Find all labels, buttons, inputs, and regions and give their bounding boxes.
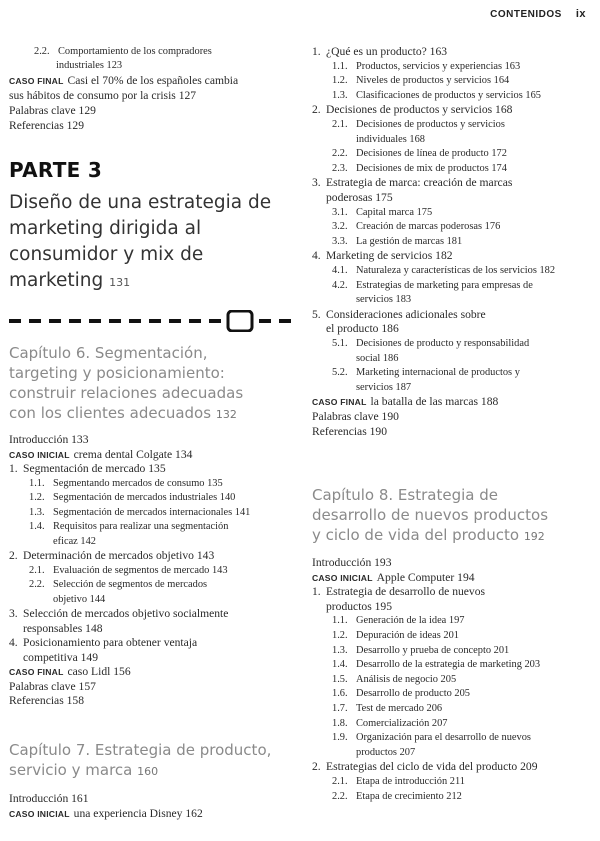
entry-text: Depuración de ideas 201 (356, 630, 460, 641)
entry-text: La gestión de marcas 181 (356, 235, 463, 247)
toc-entry (332, 60, 520, 73)
toc-entry (332, 279, 533, 292)
entry-text: Introducción 193 (312, 556, 392, 569)
entry-text: productos 207 (356, 746, 416, 758)
chapter-title-line: construir relaciones adecuadas (9, 384, 244, 402)
entry-text: poderosas 175 (326, 191, 393, 204)
case-label: CASO FINAL (9, 667, 64, 677)
entry-text: Segmentando mercados de consumo 135 (53, 477, 223, 489)
entry-text: Capital marca 175 (356, 206, 433, 218)
toc-entry (332, 220, 500, 233)
toc-entry (332, 366, 520, 379)
entry-text: Test de mercado 206 (356, 703, 443, 714)
entry-text: Decisiones de mix de productos 174 (356, 162, 507, 174)
entry-number: 3.1. (332, 206, 348, 218)
part-page: 131 (109, 276, 131, 289)
chapter-title-line: targeting y posicionamiento: (9, 364, 225, 382)
case-entry (9, 448, 192, 462)
toc-entry: Palabras clave 129 (9, 104, 96, 117)
toc-entry (29, 578, 207, 591)
entry-number: 1.4. (29, 521, 45, 532)
entry-text: Organización para el desarrollo de nuevos (356, 732, 531, 744)
toc-entry (332, 790, 462, 803)
entry-text: Estrategias de marketing para empresas de (356, 279, 533, 291)
entry-text: Creación de marcas poderosas 176 (356, 221, 501, 233)
entry-text: Decisiones de productos y servicios 168 (326, 103, 513, 117)
toc-entry (29, 491, 235, 504)
entry-text: Estrategia de marca: creación de marcas (326, 176, 513, 190)
entry-text: Selección de segmentos de mercados (53, 579, 208, 590)
part-title-line: consumidor y mix de (9, 244, 204, 265)
toc-entry (356, 746, 415, 759)
entry-text: Análisis de negocio 205 (356, 673, 457, 685)
entry-text: Estrategia de desarrollo de nuevos (326, 585, 486, 599)
toc-entry (312, 45, 447, 58)
entry-number: 2.3. (332, 162, 348, 174)
entry-number: 2.1. (29, 564, 45, 576)
toc-entry (9, 462, 166, 475)
toc-entry (332, 673, 456, 686)
entry-text: Etapa de introducción 211 (356, 776, 465, 787)
entry-text: Determinación de mercados objetivo 143 (23, 549, 215, 562)
chapter-title-line: desarrollo de nuevos productos (312, 506, 549, 524)
case-entry (9, 807, 203, 821)
part-title (9, 190, 271, 296)
chapter-title-line: servicio y marca 160 (9, 761, 159, 779)
chapter-page: 192 (523, 530, 545, 543)
entry-text: Requisitos para realizar una segmentación (53, 521, 229, 532)
entry-number: 1.3. (332, 89, 348, 101)
toc-entry (332, 614, 464, 627)
entry-text: Segmentación de mercado 135 (23, 462, 166, 475)
chapter-title-line: Capítulo 6. Segmentación, (9, 344, 208, 362)
entry-number: 5.1. (332, 338, 348, 349)
toc-entry (332, 264, 555, 277)
entry-number: 3. (312, 176, 321, 190)
entry-number: 3.2. (332, 221, 348, 233)
entry-text: el producto 186 (326, 322, 399, 336)
entry-text: Estrategias del ciclo de vida del producto 209 (326, 760, 538, 774)
case-label: CASO INICIAL (9, 809, 70, 819)
part-title-line: marketing dirigida al (9, 218, 202, 239)
entry-number: 1.2. (332, 75, 348, 87)
toc-entry (9, 636, 197, 649)
toc-entry (23, 651, 98, 664)
toc-entry (356, 381, 411, 394)
entry-number: 1.1. (332, 615, 348, 627)
toc-entry (332, 717, 447, 730)
case-entry: CASO FINAL Casi el 70% de los españoles cambia (9, 74, 239, 87)
entry-text: objetivo 144 (53, 593, 106, 605)
entry-text: Decisiones de línea de producto 172 (356, 148, 507, 160)
toc-entry (9, 549, 214, 562)
chapter-page: 132 (215, 408, 237, 421)
toc-entry (332, 235, 462, 248)
toc-entry (332, 118, 505, 131)
part-divider (9, 310, 294, 332)
case-label: CASO INICIAL (9, 449, 70, 460)
entry-text: responsables 148 (23, 621, 103, 635)
entry-text: Referencias 158 (9, 694, 85, 707)
entry-number: 1.2. (29, 492, 45, 503)
toc-entry (312, 249, 453, 262)
entry-number: 5.2. (332, 367, 348, 379)
toc-entry (332, 147, 507, 160)
entry-text: Desarrollo y prueba de concepto 201 (356, 644, 510, 656)
toc-entry (326, 191, 393, 204)
entry-number: 1.9. (332, 732, 348, 744)
entry-text: Introducción 161 (9, 792, 89, 805)
entry-text: Desarrollo de la estrategia de marketing 203 (356, 659, 541, 671)
entry-number: 1.7. (332, 703, 348, 714)
entry-text: Apple Computer 194 (376, 570, 475, 584)
toc-entry: industriales 123 (56, 60, 123, 71)
toc-entry (9, 433, 89, 446)
toc-entry (312, 176, 512, 189)
entry-text: Decisiones de productos y servicios (356, 119, 505, 130)
toc-entry (332, 687, 470, 700)
entry-text: Productos, servicios y experiencias 163 (356, 60, 521, 72)
entry-text: productos 195 (326, 599, 393, 613)
toc-entry (9, 607, 228, 620)
toc-entry (332, 644, 509, 657)
entry-number: 1.1. (332, 60, 348, 72)
toc-entry (53, 593, 105, 606)
entry-text: Segmentación de mercados industriales 140 (53, 492, 236, 503)
toc-entry (312, 425, 387, 438)
page-number: ix (575, 8, 586, 20)
entry-number: 1.2. (332, 630, 348, 641)
entry-text: ¿Qué es un producto? 163 (326, 45, 448, 58)
toc-entry (332, 702, 442, 715)
toc-entry (312, 556, 392, 569)
chapter-title-line: y ciclo de vida del producto 192 (312, 526, 545, 544)
entry-text: Decisiones de producto y responsabilidad (356, 338, 530, 349)
entry-number: 2.2. (332, 790, 348, 802)
toc-entry (332, 775, 465, 788)
entry-text: Generación de la idea 197 (356, 615, 465, 627)
entry-text: crema dental Colgate 134 (73, 447, 193, 461)
entry-text: Referencias 190 (312, 424, 388, 438)
entry-number: 2. (9, 549, 18, 562)
entry-number: 5. (312, 307, 321, 321)
entry-number: 2. (312, 760, 321, 774)
entry-number: 2. (312, 103, 321, 117)
toc-entry: sus hábitos de consumo por la crisis 127 (9, 89, 197, 102)
case-entry (312, 571, 475, 585)
header-label: CONTENIDOS (490, 9, 562, 20)
entry-text: Introducción 133 (9, 433, 89, 446)
divider-square-icon (228, 311, 252, 331)
part-title-line: marketing 131 (9, 270, 131, 291)
toc-entry (312, 585, 485, 598)
entry-text: Desarrollo de producto 205 (356, 688, 470, 700)
entry-number: 1. (9, 462, 18, 475)
entry-text: eficaz 142 (53, 535, 96, 547)
toc-entry (326, 600, 392, 613)
toc-entry (356, 293, 411, 306)
toc-entry (312, 103, 512, 116)
entry-number: 1.5. (332, 673, 348, 685)
toc-entry (312, 308, 486, 321)
toc-entry (332, 629, 459, 642)
entry-text: Palabras clave 157 (9, 679, 96, 693)
toc-entry (29, 564, 228, 577)
entry-number: 2.1. (332, 776, 348, 787)
running-header (490, 8, 586, 20)
toc-entry (23, 622, 103, 635)
entry-text: la batalla de las marcas 188 (370, 395, 499, 409)
toc-entry (29, 520, 228, 533)
case-label: CASO INICIAL (312, 572, 373, 583)
case-entry (312, 395, 498, 409)
toc-entry (332, 74, 509, 87)
entry-number: 2.2. (29, 579, 45, 590)
entry-text: individuales 168 (356, 133, 425, 145)
toc-entry (332, 658, 540, 671)
toc-entry (332, 206, 432, 219)
toc-entry (9, 680, 96, 693)
toc-entry (29, 506, 250, 519)
entry-text: servicios 187 (356, 381, 412, 393)
case-entry (9, 665, 131, 679)
entry-number: 4. (9, 636, 18, 649)
entry-text: Etapa de crecimiento 212 (356, 790, 462, 802)
chapter-title-line: Capítulo 7. Estrategia de producto, (9, 741, 272, 759)
entry-number: 4.2. (332, 279, 348, 291)
entry-text: Evaluación de segmentos de mercado 143 (53, 564, 228, 576)
entry-text: Segmentación de mercados internacionales 141 (53, 506, 251, 518)
entry-text: Clasificaciones de productos y servicios 165 (356, 89, 541, 101)
entry-number: 1.3. (29, 506, 45, 518)
entry-number: 1. (312, 585, 321, 599)
entry-number: 1. (312, 45, 321, 58)
toc-entry (9, 792, 89, 805)
entry-number: 2.1. (332, 119, 348, 130)
entry-text: Palabras clave 190 (312, 410, 399, 423)
toc-entry (356, 352, 398, 365)
entry-text: Naturaleza y características de los servicios 182 (356, 265, 556, 276)
entry-number: 1.3. (332, 644, 348, 656)
entry-text: Marketing de servicios 182 (326, 249, 453, 263)
toc-entry (332, 731, 531, 744)
entry-text: Comercialización 207 (356, 717, 448, 729)
entry-number: 1.8. (332, 717, 348, 729)
entry-number: 1.4. (332, 659, 348, 671)
toc-entry (332, 162, 507, 175)
entry-text: Posicionamiento para obtener ventaja (23, 636, 198, 649)
chapter-title-line: con los clientes adecuados 132 (9, 404, 237, 422)
entry-text: social 186 (356, 352, 399, 364)
entry-text: competitiva 149 (23, 650, 99, 664)
entry-number: 1.6. (332, 688, 348, 700)
toc-entry (332, 337, 529, 350)
toc-entry (9, 694, 84, 707)
case-label: CASO FINAL (312, 397, 367, 408)
toc-entry (332, 89, 541, 102)
part-label: PARTE 3 (9, 158, 103, 182)
toc-entry: Referencias 129 (9, 119, 85, 132)
toc-entry: 2.2. Comportamiento de los compradores (34, 46, 212, 57)
toc-entry (312, 410, 399, 423)
toc-entry (29, 477, 223, 490)
entry-text: Niveles de productos y servicios 164 (356, 75, 510, 87)
toc-entry (356, 133, 425, 146)
toc-entry (312, 760, 538, 773)
part-title-line: Diseño de una estrategia de (9, 192, 272, 213)
entry-text: Consideraciones adicionales sobre (326, 307, 486, 321)
entry-text: Marketing internacional de productos y (356, 367, 520, 379)
entry-number: 1.1. (29, 477, 45, 489)
entry-text: una experiencia Disney 162 (73, 807, 203, 820)
entry-number: 2.2. (332, 148, 348, 160)
toc-entry (53, 535, 96, 548)
entry-number: 4. (312, 249, 321, 263)
entry-number: 4.1. (332, 265, 348, 276)
chapter-title-line: Capítulo 8. Estrategia de (312, 486, 498, 504)
entry-number: 3. (9, 607, 18, 620)
entry-text: Selección de mercados objetivo socialmente (23, 607, 229, 620)
toc-entry (326, 322, 399, 335)
entry-text: servicios 183 (356, 294, 412, 306)
entry-text: caso Lidl 156 (67, 665, 131, 678)
chapter-page: 160 (137, 765, 159, 778)
entry-number: 3.3. (332, 235, 348, 247)
